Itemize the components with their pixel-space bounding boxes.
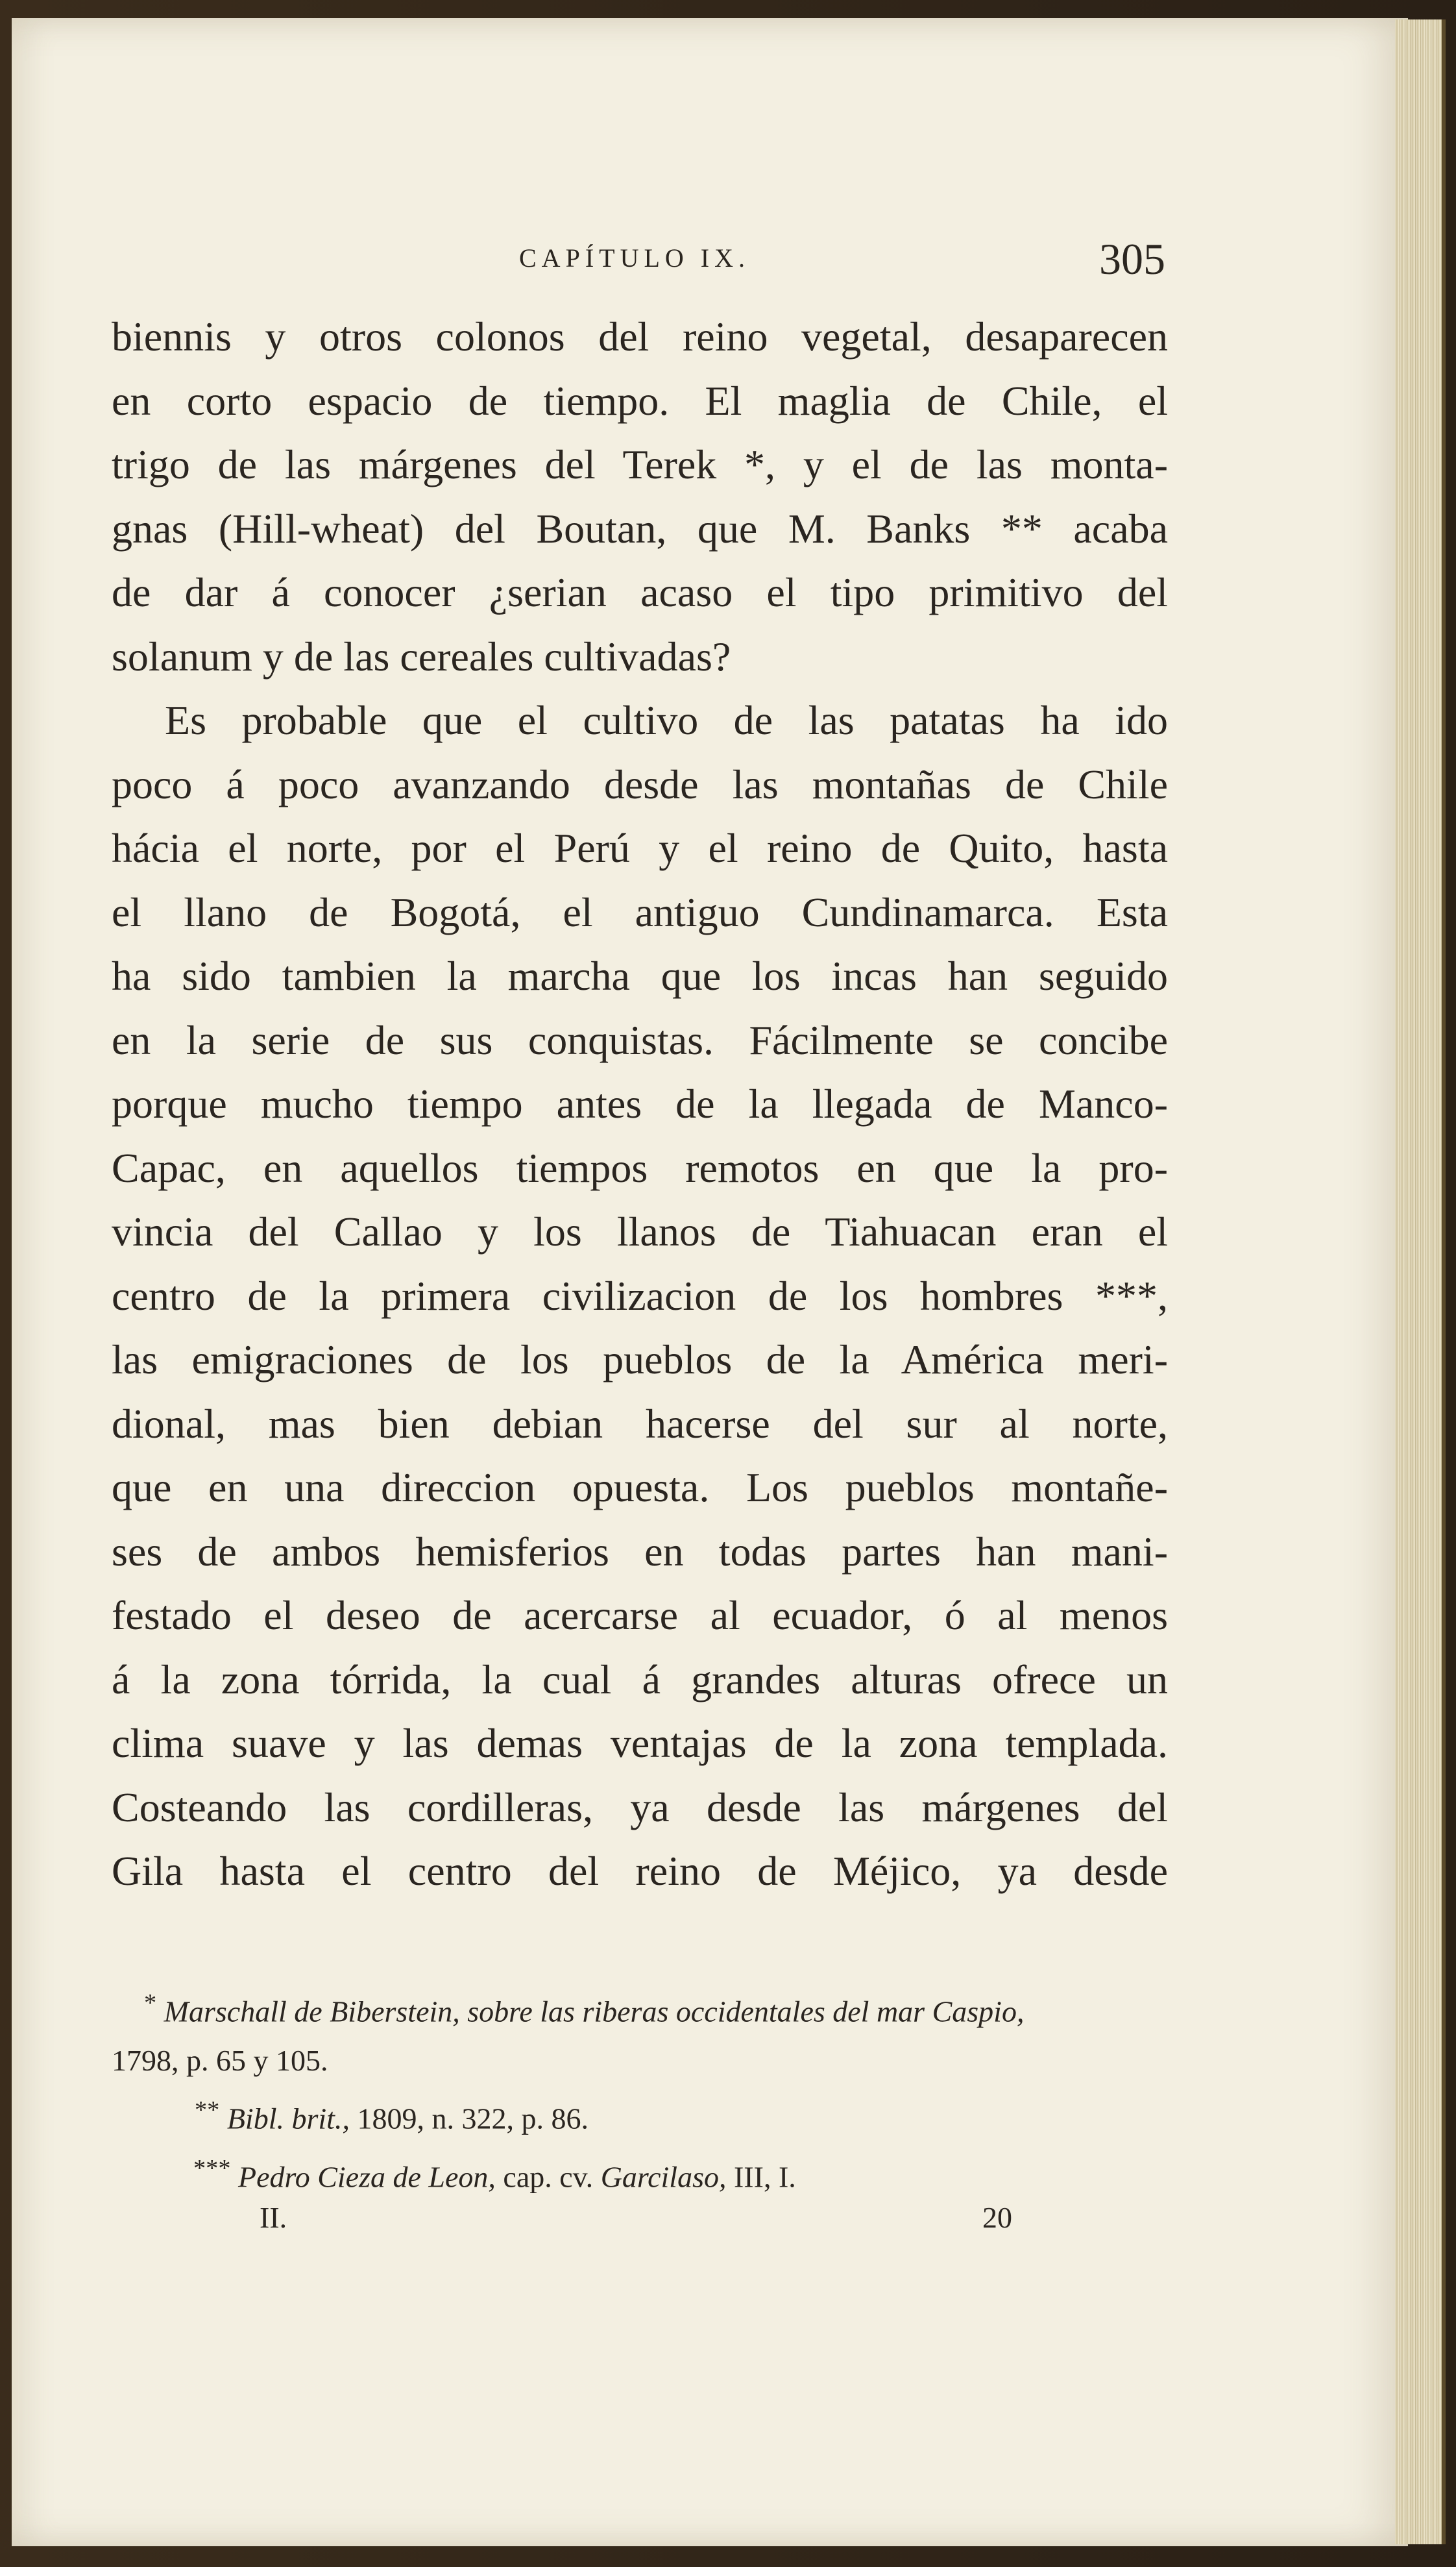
footnote-3 [112,2144,1168,2202]
volume-mark: II. [260,2201,287,2234]
footnote-text: cap. cv. [503,2159,594,2193]
text-line: en corto espacio de tiempo. El maglia de Chile, el [112,377,1168,424]
text-line: ses de ambos hemisferios en todas partes han mani- [112,1528,1168,1575]
text-line: Es probable que el cultivo de las patatas ha ido [165,697,1168,743]
text-line: centro de la primera civilizacion de los hombres ***, [112,1272,1168,1319]
footnote-2 [112,2085,1168,2143]
text-line: Gila hasta el centro del reino de Méjico, ya desde [112,1848,1168,1894]
text-line: trigo de las márgenes del Terek *, y el de las monta- [112,441,1168,487]
footnote-1-continued: 1798, p. 65 y 105. [112,2044,328,2078]
text-line: ha sido tambien la marcha que los incas han seguido [112,953,1168,999]
text-line: festado el deseo de acercarse al ecuador, ó al menos [112,1592,1168,1638]
footnotes [112,1978,1168,2202]
footnote-text: 1809, n. 322, p. 86. [357,2102,588,2135]
text-line: gnas (Hill-wheat) del Boutan, que M. Banks ** acaba [112,505,1168,552]
footnote-1 [112,1978,1168,2036]
text-line: en la serie de sus conquistas. Fácilmente se concibe [112,1016,1168,1063]
text-line: biennis y otros colonos del reino vegetal, desaparecen [112,313,1168,360]
footnote-text: Marschall de Biberstein, sobre las riberas occidentales del mar Caspio, [164,1995,1025,2028]
footnote-title: Garcilaso, [600,2159,727,2193]
page-number: 305 [1099,234,1165,284]
footnote-title: Pedro Cieza de Leon, [238,2159,496,2193]
footnote-marker: ** [195,2096,220,2124]
text-line: clima suave y las demas ventajas de la zona templada. [112,1720,1168,1766]
footnote-marker: *** [193,2154,231,2182]
text-line: hácia el norte, por el Perú y el reino de Quito, hasta [112,825,1168,871]
text-line: Capac, en aquellos tiempos remotos en que la pro- [112,1144,1168,1191]
text-line: vincia del Callao y los llanos de Tiahuacan eran el [112,1209,1168,1255]
text-line: Costeando las cordilleras, ya desde las márgenes del [112,1784,1168,1830]
text-line: á la zona tórrida, la cual á grandes alturas ofrece un [112,1656,1168,1702]
body-text [112,305,1168,1904]
running-head: CAPÍTULO IX. [519,243,750,273]
text-line: dional, mas bien debian hacerse del sur al norte, [112,1400,1168,1447]
text-line: las emigraciones de los pueblos de la América meri- [112,1336,1168,1382]
page-header [121,234,1165,286]
text-line: el llano de Bogotá, el antiguo Cundinamarca. Esta [112,889,1168,935]
text-line: solanum y de las cereales cultivadas? [112,633,731,680]
text-line: de dar á conocer ¿serian acaso el tipo primitivo del [112,569,1168,615]
sheet-mark: 20 [982,2201,1012,2234]
printer-signature [260,2200,1012,2239]
text-line: poco á poco avanzando desde las montañas de Chile [112,761,1168,807]
footnote-marker: * [144,1989,157,2017]
footnote-title: Bibl. brit., [226,2102,350,2135]
footnote-text: III, I. [733,2159,796,2193]
text-line: porque mucho tiempo antes de la llegada de Manco- [112,1081,1168,1127]
page-edges [1395,19,1446,2544]
text-line: que en una direccion opuesta. Los pueblos montañe- [112,1464,1168,1510]
